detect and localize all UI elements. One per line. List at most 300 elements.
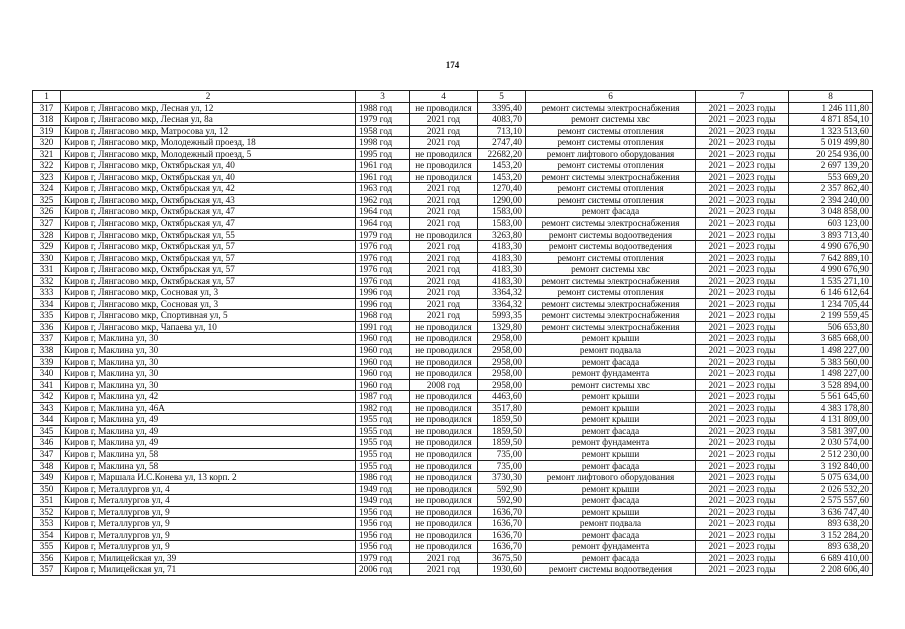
- cost-cell: 2 199 559,45: [789, 310, 873, 322]
- area-cell: 1583,00: [478, 218, 526, 230]
- last-repair-cell: 2021 год: [410, 310, 478, 322]
- last-repair-cell: 2021 год: [410, 298, 478, 310]
- table-row: [33, 448, 873, 460]
- period-cell: 2021 – 2023 годы: [696, 148, 789, 160]
- area-cell: 4183,30: [478, 264, 526, 276]
- area-cell: 592,90: [478, 483, 526, 495]
- cost-cell: 2 026 532,20: [789, 483, 873, 495]
- build-year-cell: 1979 год: [356, 552, 410, 564]
- last-repair-cell: не проводился: [410, 333, 478, 345]
- area-cell: 735,00: [478, 460, 526, 472]
- address-cell: Киров г, Маклина ул, 49: [61, 437, 356, 449]
- cost-cell: 2 208 606,40: [789, 564, 873, 576]
- period-cell: 2021 – 2023 годы: [696, 472, 789, 484]
- row-number-cell: 354: [33, 529, 61, 541]
- table-row: [33, 310, 873, 322]
- row-number-cell: 333: [33, 287, 61, 299]
- row-number-cell: 328: [33, 229, 61, 241]
- work-type-cell: ремонт системы электроснабжения: [526, 171, 696, 183]
- build-year-cell: 1956 год: [356, 518, 410, 530]
- period-cell: 2021 – 2023 годы: [696, 345, 789, 357]
- cost-cell: 5 019 499,80: [789, 137, 873, 149]
- table-row: [33, 148, 873, 160]
- area-cell: 1270,40: [478, 183, 526, 195]
- area-cell: 1930,60: [478, 564, 526, 576]
- build-year-cell: 1991 год: [356, 321, 410, 333]
- address-cell: Киров г, Лянгасово мкр, Октябрьская ул, 47: [61, 206, 356, 218]
- row-number-cell: 349: [33, 472, 61, 484]
- period-cell: 2021 – 2023 годы: [696, 194, 789, 206]
- row-number-cell: 331: [33, 264, 61, 276]
- last-repair-cell: 2021 год: [410, 218, 478, 230]
- build-year-cell: 1960 год: [356, 379, 410, 391]
- work-type-cell: ремонт фасада: [526, 495, 696, 507]
- cost-cell: 3 152 284,20: [789, 529, 873, 541]
- row-number-cell: 353: [33, 518, 61, 530]
- table-row: [33, 541, 873, 553]
- period-cell: 2021 – 2023 годы: [696, 114, 789, 126]
- cost-cell: 1 234 705,44: [789, 298, 873, 310]
- table-row: [33, 437, 873, 449]
- table-row: [33, 472, 873, 484]
- last-repair-cell: 2021 год: [410, 264, 478, 276]
- address-cell: Киров г, Лянгасово мкр, Лесная ул, 12: [61, 102, 356, 114]
- period-cell: 2021 – 2023 годы: [696, 333, 789, 345]
- last-repair-cell: не проводился: [410, 160, 478, 172]
- build-year-cell: 1960 год: [356, 333, 410, 345]
- last-repair-cell: не проводился: [410, 356, 478, 368]
- work-type-cell: ремонт системы электроснабжения: [526, 218, 696, 230]
- address-cell: Киров г, Маклина ул, 30: [61, 356, 356, 368]
- work-type-cell: ремонт крыши: [526, 483, 696, 495]
- cost-cell: 3 893 713,40: [789, 229, 873, 241]
- period-cell: 2021 – 2023 годы: [696, 518, 789, 530]
- row-number-cell: 320: [33, 137, 61, 149]
- table-row: [33, 160, 873, 172]
- table-row: [33, 402, 873, 414]
- period-cell: 2021 – 2023 годы: [696, 137, 789, 149]
- row-number-cell: 338: [33, 345, 61, 357]
- period-cell: 2021 – 2023 годы: [696, 206, 789, 218]
- last-repair-cell: не проводился: [410, 321, 478, 333]
- address-cell: Киров г, Металлургов ул, 9: [61, 518, 356, 530]
- area-cell: 4183,30: [478, 252, 526, 264]
- table-row: [33, 518, 873, 530]
- table-row: [33, 183, 873, 195]
- build-year-cell: 1956 год: [356, 506, 410, 518]
- period-cell: 2021 – 2023 годы: [696, 252, 789, 264]
- table-row: [33, 379, 873, 391]
- last-repair-cell: 2021 год: [410, 125, 478, 137]
- period-cell: 2021 – 2023 годы: [696, 541, 789, 553]
- address-cell: Киров г, Лянгасово мкр, Октябрьская ул, 40: [61, 160, 356, 172]
- cost-cell: 3 636 747,40: [789, 506, 873, 518]
- period-cell: 2021 – 2023 годы: [696, 425, 789, 437]
- cost-cell: 1 535 271,10: [789, 275, 873, 287]
- row-number-cell: 317: [33, 102, 61, 114]
- row-number-cell: 343: [33, 402, 61, 414]
- work-type-cell: ремонт крыши: [526, 414, 696, 426]
- last-repair-cell: 2021 год: [410, 252, 478, 264]
- cost-cell: 2 575 557,60: [789, 495, 873, 507]
- column-header: 7: [696, 91, 789, 103]
- address-cell: Киров г, Маклина ул, 49: [61, 414, 356, 426]
- last-repair-cell: 2021 год: [410, 275, 478, 287]
- column-header: 2: [61, 91, 356, 103]
- area-cell: 5993,35: [478, 310, 526, 322]
- last-repair-cell: 2021 год: [410, 552, 478, 564]
- address-cell: Киров г, Лянгасово мкр, Октябрьская ул, 57: [61, 241, 356, 253]
- row-number-cell: 332: [33, 275, 61, 287]
- period-cell: 2021 – 2023 годы: [696, 529, 789, 541]
- build-year-cell: 2006 год: [356, 564, 410, 576]
- period-cell: 2021 – 2023 годы: [696, 321, 789, 333]
- work-type-cell: ремонт фасада: [526, 206, 696, 218]
- period-cell: 2021 – 2023 годы: [696, 264, 789, 276]
- area-cell: 713,10: [478, 125, 526, 137]
- cost-cell: 5 383 560,00: [789, 356, 873, 368]
- column-header: 4: [410, 91, 478, 103]
- build-year-cell: 1964 год: [356, 206, 410, 218]
- cost-cell: 553 669,20: [789, 171, 873, 183]
- address-cell: Киров г, Маклина ул, 30: [61, 333, 356, 345]
- area-cell: 2958,00: [478, 333, 526, 345]
- last-repair-cell: не проводился: [410, 472, 478, 484]
- row-number-cell: 327: [33, 218, 61, 230]
- cost-cell: 2 357 862,40: [789, 183, 873, 195]
- cost-cell: 3 581 397,00: [789, 425, 873, 437]
- build-year-cell: 1963 год: [356, 183, 410, 195]
- address-cell: Киров г, Лянгасово мкр, Матросова ул, 12: [61, 125, 356, 137]
- period-cell: 2021 – 2023 годы: [696, 160, 789, 172]
- table-body: [33, 102, 873, 575]
- build-year-cell: 1956 год: [356, 529, 410, 541]
- period-cell: 2021 – 2023 годы: [696, 298, 789, 310]
- row-number-cell: 325: [33, 194, 61, 206]
- cost-cell: 5 075 634,00: [789, 472, 873, 484]
- address-cell: Киров г, Металлургов ул, 4: [61, 483, 356, 495]
- address-cell: Киров г, Лянгасово мкр, Октябрьская ул, 43: [61, 194, 356, 206]
- area-cell: 1290,00: [478, 194, 526, 206]
- table-row: [33, 218, 873, 230]
- build-year-cell: 1996 год: [356, 298, 410, 310]
- address-cell: Киров г, Лянгасово мкр, Октябрьская ул, 57: [61, 275, 356, 287]
- last-repair-cell: не проводился: [410, 529, 478, 541]
- table-row: [33, 137, 873, 149]
- table-row: [33, 345, 873, 357]
- cost-cell: 893 638,20: [789, 518, 873, 530]
- period-cell: 2021 – 2023 годы: [696, 402, 789, 414]
- build-year-cell: 1976 год: [356, 275, 410, 287]
- period-cell: 2021 – 2023 годы: [696, 437, 789, 449]
- address-cell: Киров г, Маклина ул, 30: [61, 368, 356, 380]
- address-cell: Киров г, Лянгасово мкр, Лесная ул, 8а: [61, 114, 356, 126]
- period-cell: 2021 – 2023 годы: [696, 275, 789, 287]
- address-cell: Киров г, Металлургов ул, 9: [61, 529, 356, 541]
- table-row: [33, 229, 873, 241]
- table-row: [33, 321, 873, 333]
- build-year-cell: 1998 год: [356, 137, 410, 149]
- work-type-cell: ремонт фасада: [526, 529, 696, 541]
- address-cell: Киров г, Лянгасово мкр, Октябрьская ул, 42: [61, 183, 356, 195]
- row-number-cell: 357: [33, 564, 61, 576]
- column-header: 3: [356, 91, 410, 103]
- period-cell: 2021 – 2023 годы: [696, 356, 789, 368]
- row-number-cell: 330: [33, 252, 61, 264]
- address-cell: Киров г, Лянгасово мкр, Октябрьская ул, 57: [61, 264, 356, 276]
- area-cell: 3364,32: [478, 298, 526, 310]
- work-type-cell: ремонт системы водоотведения: [526, 564, 696, 576]
- area-cell: 1859,50: [478, 414, 526, 426]
- work-type-cell: ремонт системы отопления: [526, 125, 696, 137]
- cost-cell: 20 254 936,00: [789, 148, 873, 160]
- cost-cell: 1 498 227,00: [789, 368, 873, 380]
- table-row: [33, 414, 873, 426]
- period-cell: 2021 – 2023 годы: [696, 171, 789, 183]
- cost-cell: 4 871 854,10: [789, 114, 873, 126]
- area-cell: 1636,70: [478, 541, 526, 553]
- address-cell: Киров г, Лянгасово мкр, Молодежный проезд, 18: [61, 137, 356, 149]
- address-cell: Киров г, Лянгасово мкр, Октябрьская ул, 55: [61, 229, 356, 241]
- build-year-cell: 1988 год: [356, 102, 410, 114]
- work-type-cell: ремонт системы водоотведения: [526, 241, 696, 253]
- area-cell: 1859,50: [478, 437, 526, 449]
- row-number-cell: 355: [33, 541, 61, 553]
- work-type-cell: ремонт фундамента: [526, 541, 696, 553]
- area-cell: 2958,00: [478, 345, 526, 357]
- period-cell: 2021 – 2023 годы: [696, 229, 789, 241]
- cost-cell: 1 498 227,00: [789, 345, 873, 357]
- table-row: [33, 275, 873, 287]
- build-year-cell: 1961 год: [356, 160, 410, 172]
- last-repair-cell: не проводился: [410, 437, 478, 449]
- cost-cell: 6 689 410,00: [789, 552, 873, 564]
- period-cell: 2021 – 2023 годы: [696, 460, 789, 472]
- build-year-cell: 1986 год: [356, 472, 410, 484]
- row-number-cell: 329: [33, 241, 61, 253]
- cost-cell: 5 561 645,60: [789, 391, 873, 403]
- cost-cell: 4 990 676,90: [789, 264, 873, 276]
- area-cell: 3364,32: [478, 287, 526, 299]
- last-repair-cell: не проводился: [410, 425, 478, 437]
- last-repair-cell: 2021 год: [410, 114, 478, 126]
- last-repair-cell: 2021 год: [410, 183, 478, 195]
- work-type-cell: ремонт системы хвс: [526, 114, 696, 126]
- build-year-cell: 1976 год: [356, 241, 410, 253]
- build-year-cell: 1955 год: [356, 460, 410, 472]
- row-number-cell: 318: [33, 114, 61, 126]
- area-cell: 3517,80: [478, 402, 526, 414]
- row-number-cell: 352: [33, 506, 61, 518]
- period-cell: 2021 – 2023 годы: [696, 483, 789, 495]
- table-row: [33, 252, 873, 264]
- column-header: 8: [789, 91, 873, 103]
- address-cell: Киров г, Маршала И.С.Конева ул, 13 корп. 2: [61, 472, 356, 484]
- address-cell: Киров г, Маклина ул, 30: [61, 345, 356, 357]
- last-repair-cell: 2008 год: [410, 379, 478, 391]
- area-cell: 1636,70: [478, 518, 526, 530]
- table-row: [33, 368, 873, 380]
- period-cell: 2021 – 2023 годы: [696, 506, 789, 518]
- build-year-cell: 1996 год: [356, 287, 410, 299]
- area-cell: 4183,30: [478, 275, 526, 287]
- work-type-cell: ремонт системы электроснабжения: [526, 102, 696, 114]
- row-number-cell: 324: [33, 183, 61, 195]
- last-repair-cell: не проводился: [410, 506, 478, 518]
- last-repair-cell: не проводился: [410, 541, 478, 553]
- table-row: [33, 460, 873, 472]
- address-cell: Киров г, Маклина ул, 58: [61, 448, 356, 460]
- period-cell: 2021 – 2023 годы: [696, 287, 789, 299]
- row-number-cell: 350: [33, 483, 61, 495]
- last-repair-cell: 2021 год: [410, 241, 478, 253]
- work-type-cell: ремонт системы электроснабжения: [526, 298, 696, 310]
- work-type-cell: ремонт крыши: [526, 402, 696, 414]
- table-row: [33, 529, 873, 541]
- row-number-cell: 335: [33, 310, 61, 322]
- address-cell: Киров г, Маклина ул, 30: [61, 379, 356, 391]
- row-number-cell: 323: [33, 171, 61, 183]
- build-year-cell: 1960 год: [356, 356, 410, 368]
- period-cell: 2021 – 2023 годы: [696, 414, 789, 426]
- last-repair-cell: не проводился: [410, 391, 478, 403]
- address-cell: Киров г, Маклина ул, 58: [61, 460, 356, 472]
- area-cell: 1583,00: [478, 206, 526, 218]
- work-type-cell: ремонт лифтового оборудования: [526, 148, 696, 160]
- area-cell: 3730,30: [478, 472, 526, 484]
- row-number-cell: 322: [33, 160, 61, 172]
- build-year-cell: 1955 год: [356, 437, 410, 449]
- work-type-cell: ремонт крыши: [526, 333, 696, 345]
- work-type-cell: ремонт фасада: [526, 552, 696, 564]
- address-cell: Киров г, Лянгасово мкр, Сосновая ул, 3: [61, 287, 356, 299]
- table-row: [33, 241, 873, 253]
- last-repair-cell: 2021 год: [410, 206, 478, 218]
- period-cell: 2021 – 2023 годы: [696, 183, 789, 195]
- address-cell: Киров г, Лянгасово мкр, Октябрьская ул, 40: [61, 171, 356, 183]
- table-row: [33, 114, 873, 126]
- cost-cell: 893 638,20: [789, 541, 873, 553]
- cost-cell: 1 323 513,60: [789, 125, 873, 137]
- work-type-cell: ремонт фундамента: [526, 437, 696, 449]
- last-repair-cell: не проводился: [410, 460, 478, 472]
- last-repair-cell: 2021 год: [410, 194, 478, 206]
- table-row: [33, 483, 873, 495]
- area-cell: 1329,80: [478, 321, 526, 333]
- cost-cell: 2 394 240,00: [789, 194, 873, 206]
- area-cell: 3395,40: [478, 102, 526, 114]
- area-cell: 4463,60: [478, 391, 526, 403]
- work-type-cell: ремонт системы хвс: [526, 379, 696, 391]
- address-cell: Киров г, Лянгасово мкр, Октябрьская ул, 47: [61, 218, 356, 230]
- address-cell: Киров г, Металлургов ул, 9: [61, 541, 356, 553]
- table-row: [33, 495, 873, 507]
- last-repair-cell: не проводился: [410, 448, 478, 460]
- row-number-cell: 337: [33, 333, 61, 345]
- work-type-cell: ремонт фасада: [526, 356, 696, 368]
- work-type-cell: ремонт системы отопления: [526, 183, 696, 195]
- cost-cell: 506 653,80: [789, 321, 873, 333]
- table-row: [33, 564, 873, 576]
- work-type-cell: ремонт системы отопления: [526, 160, 696, 172]
- work-type-cell: ремонт подвала: [526, 345, 696, 357]
- column-header: 1: [33, 91, 61, 103]
- last-repair-cell: не проводился: [410, 402, 478, 414]
- column-header: 5: [478, 91, 526, 103]
- cost-cell: 603 123,00: [789, 218, 873, 230]
- last-repair-cell: не проводился: [410, 345, 478, 357]
- work-type-cell: ремонт лифтового оборудования: [526, 472, 696, 484]
- cost-cell: 2 697 139,20: [789, 160, 873, 172]
- row-number-cell: 347: [33, 448, 61, 460]
- build-year-cell: 1955 год: [356, 448, 410, 460]
- row-number-cell: 346: [33, 437, 61, 449]
- table-row: [33, 425, 873, 437]
- cost-cell: 1 246 111,80: [789, 102, 873, 114]
- area-cell: 4183,30: [478, 241, 526, 253]
- address-cell: Киров г, Милицейская ул, 39: [61, 552, 356, 564]
- period-cell: 2021 – 2023 годы: [696, 448, 789, 460]
- row-number-cell: 340: [33, 368, 61, 380]
- work-type-cell: ремонт системы отопления: [526, 287, 696, 299]
- cost-cell: 3 048 858,00: [789, 206, 873, 218]
- table-row: [33, 391, 873, 403]
- address-cell: Киров г, Лянгасово мкр, Октябрьская ул, 57: [61, 252, 356, 264]
- period-cell: 2021 – 2023 годы: [696, 241, 789, 253]
- row-number-cell: 321: [33, 148, 61, 160]
- last-repair-cell: не проводился: [410, 229, 478, 241]
- work-type-cell: ремонт фасада: [526, 460, 696, 472]
- last-repair-cell: не проводился: [410, 483, 478, 495]
- capital-repair-table: [32, 90, 873, 576]
- table-row: [33, 356, 873, 368]
- build-year-cell: 1961 год: [356, 171, 410, 183]
- row-number-cell: 339: [33, 356, 61, 368]
- table-row: [33, 552, 873, 564]
- table-row: [33, 125, 873, 137]
- build-year-cell: 1960 год: [356, 345, 410, 357]
- area-cell: 1453,20: [478, 171, 526, 183]
- last-repair-cell: не проводился: [410, 518, 478, 530]
- cost-cell: 6 146 612,64: [789, 287, 873, 299]
- column-header: 6: [526, 91, 696, 103]
- address-cell: Киров г, Маклина ул, 42: [61, 391, 356, 403]
- area-cell: 3675,50: [478, 552, 526, 564]
- last-repair-cell: не проводился: [410, 171, 478, 183]
- table-row: [33, 506, 873, 518]
- table-row: [33, 264, 873, 276]
- address-cell: Киров г, Металлургов ул, 9: [61, 506, 356, 518]
- build-year-cell: 1956 год: [356, 541, 410, 553]
- last-repair-cell: не проводился: [410, 102, 478, 114]
- work-type-cell: ремонт системы водоотведения: [526, 229, 696, 241]
- work-type-cell: ремонт системы электроснабжения: [526, 321, 696, 333]
- address-cell: Киров г, Лянгасово мкр, Молодежный проезд, 5: [61, 148, 356, 160]
- table-row: [33, 102, 873, 114]
- period-cell: 2021 – 2023 годы: [696, 102, 789, 114]
- work-type-cell: ремонт системы отопления: [526, 194, 696, 206]
- work-type-cell: ремонт фундамента: [526, 368, 696, 380]
- area-cell: 735,00: [478, 448, 526, 460]
- area-cell: 592,90: [478, 495, 526, 507]
- area-cell: 2958,00: [478, 368, 526, 380]
- cost-cell: 4 383 178,80: [789, 402, 873, 414]
- work-type-cell: ремонт крыши: [526, 506, 696, 518]
- work-type-cell: ремонт системы отопления: [526, 137, 696, 149]
- address-cell: Киров г, Маклина ул, 49: [61, 425, 356, 437]
- area-cell: 2958,00: [478, 379, 526, 391]
- row-number-cell: 356: [33, 552, 61, 564]
